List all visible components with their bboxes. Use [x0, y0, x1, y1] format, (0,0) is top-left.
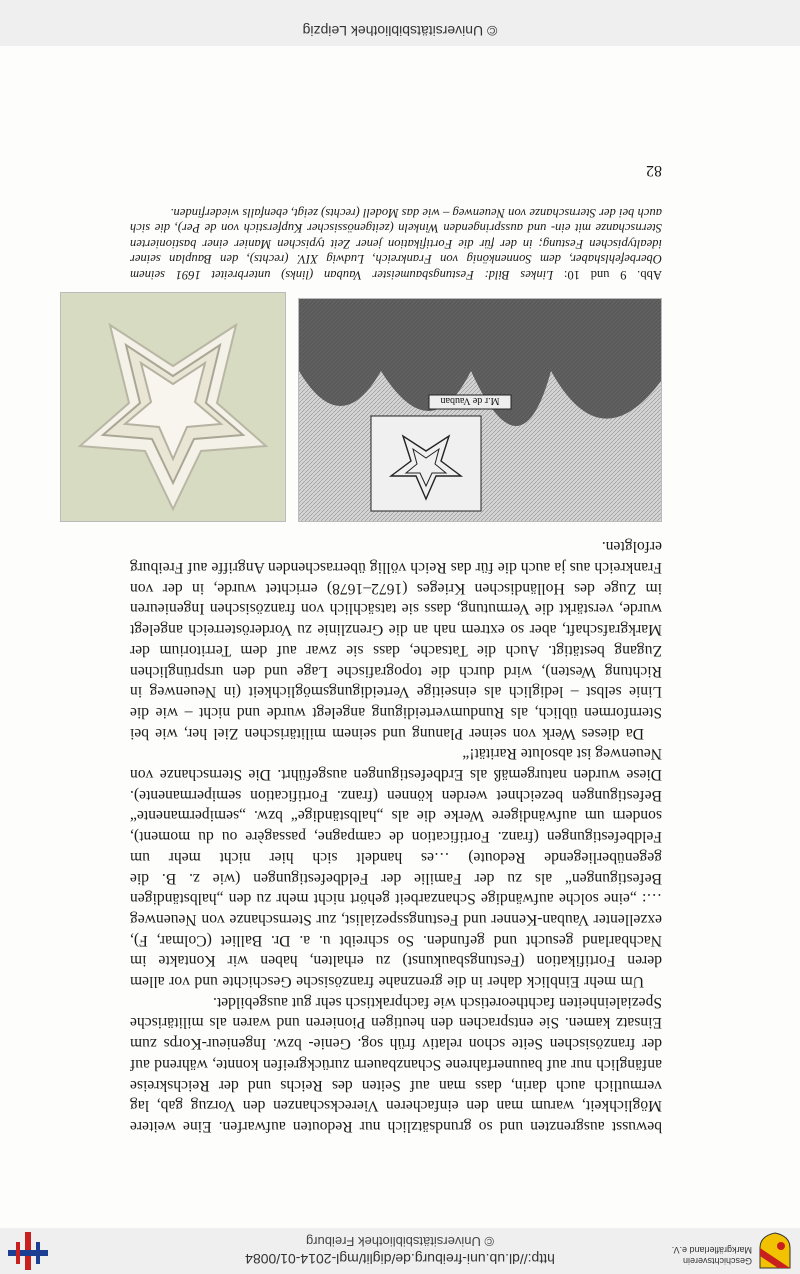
caption-text: Linkes Bild: Festungsbaumeister Vauban (links) unterbreitet 1691 seinem Oberbefehlshaber, dem Sonnenkönig von Frankreich, Ludwig XIV. (rechts), den Bauplan seiner idealtypischen Festung; in der für die Fortifikation jener Zeit typischen Manier einer bastionierten Sternschanze mit ein- und ausspringenden Winkeln (zeitgenössischer Kupferstich von de Per), die sich auch bei der Sternschanze von Neuenweg – wie das Modell (rechts) zeigt, ebenfalls wiederfinden.: [129, 205, 662, 282]
copyright-note: © Universitätsbibliothek Freiburg: [305, 1234, 495, 1249]
viewer-footer: [0, 0, 800, 46]
paragraph-1: bewusst ausgrenzten und so grundsätzlich nur Redouten aufwarfen. Eine weitere Möglichkeit, warum man den einfacheren Viereckschanzen den Vorzug gab, lag vermutlich auch darin, dass man auf Seiten des Reichs und der Reichskreise anfänglich nur auf bauunerfahrene Schanzbauern zurückgreifen konnte, während auf der französischen Seite schon relativ früh sog. Genie- bzw. Ingenieur-Korps zum Einsatz kamen. Sie entsprachen den heutigen Pionieren und waren als militärische Spezialeinheiten fachtheoretisch wie fachpraktisch sehr gut ausgebildet.: [130, 993, 662, 1135]
star-fort-model-image: [61, 293, 285, 521]
article-body: [130, 536, 662, 1136]
footer-copyright: © Universitätsbibliothek Leipzig: [302, 23, 498, 39]
society-line-1: Geschichtsverein: [682, 1256, 752, 1266]
figure-caption: [130, 204, 662, 282]
page-number: 82: [646, 162, 662, 179]
university-logo-icon: [8, 1232, 48, 1270]
figure-engraving: [298, 298, 662, 522]
paragraph-3: Da dieses Werk von seiner Planung und seinem militärischen Ziel her, wie bei Sternformen üblich, als Rundumverteidigung angelegt wurde und nicht – wie die Linie selbst – lediglich als einseitige Verteidigungsmöglichkeit (in Neuenweg in Richtung Westen), wird durch die topografische Lage und den ursprünglichen Zugang bestätigt. Auch die Tatsache, dass sie zwar auf dem Territorium der Markgrafschaft, aber so extrem nah an die Grenzlinie zu Vorderösterreich angelegt wurde, verstärkt die Vermutung, dass sie tatsächlich von französischen Ingenieuren im Zuge des Holländischen Krieges (1672–1678) errichtet wurde, in der von Frankreich aus ja auch die für das Reich völlig überraschenden Angriffe auf Freiburg erfolgten.: [130, 538, 662, 742]
paragraph-2: Um mehr Einblick daher in die grenznahe französische Geschichte und vor allem deren Fortifikation (Festungsbaukunst) zu erhalten, haben wir Kontakte im Nachbarland gesucht und gefunden. So schreibt u. a. Dr. Balliet (Colmar, F), exzellenter Vauban-Kenner und Festungsspezialist, zur Sternschanze von Neuenweg …: „eine solche aufwändige Schanzarbeit gehört nicht mehr zu den „halbständigen Befestigungen“ als zu der Familie der Feldbefestigungen (wie z. B. die gegenüberliegende Redoute) …es handelt sich hier nicht mehr um Feldbefestigungen (franz. Fortification de campagne, passagère ou du moment), sondern um aufwändigere Werke die als „halbständige“ bzw. „semipermanente“ Befestigungen bezeichnet werden können (franz. Fortification semipermanente). Diese wurden naturgemäß als Erdbefestigungen ausgeführt. Die Sternschanze von Neuenweg ist absolute Rarität!“: [130, 745, 662, 991]
caption-label: Abb. 9 und 10:: [563, 268, 662, 282]
figure-star-model: [60, 292, 286, 522]
viewer-header: [0, 1228, 800, 1274]
engraving-label: M.r de Vauban: [440, 395, 500, 406]
engraving-image: [299, 299, 661, 521]
document-url[interactable]: http://dl.ub.uni-freiburg.de/diglit/mgl-2014-01/0084: [245, 1251, 555, 1267]
society-line-2: Markgräflerland e.V.: [671, 1245, 752, 1255]
